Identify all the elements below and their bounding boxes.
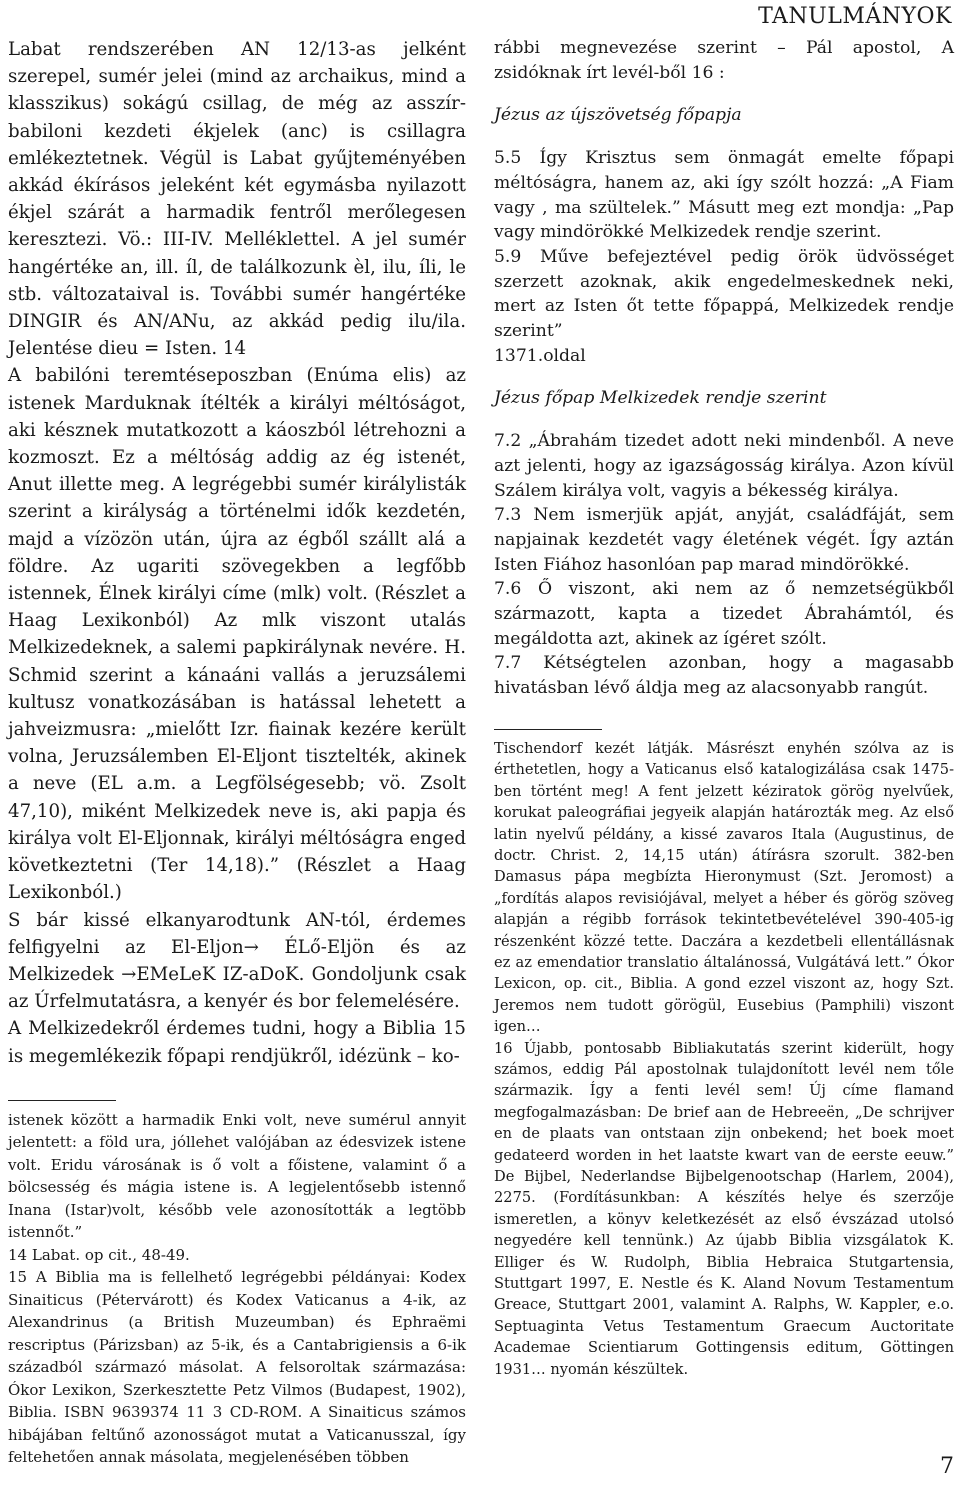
footnote: 15 A Biblia ma is fellelhető legrégebbi példányai: Kodex Sinaiticus (Pétervárott) és Kodex Vaticanus a 4-ik, az Alexandrinus (a British Muzeumban) és Ephraëmi rescriptus (Párizsban) az 5-ik, és a Cantabrigiensis a 6-ik századból származó másolat. A felsoroltak származása: Ókor Lexikon, Szerkesztette Petz Vilmos (Budapest, 1902), Biblia. ISBN 9639374 11 3 CD-ROM. A Sinaiticus számos hibájában feltűnő azonosságot mutat a Vaticanusszal, így feltehetően annak másolata, megjelenésében többen (8, 1268, 466, 1467)
body-paragraph: A Melkizedekről érdemes tudni, hogy a Biblia 15 is megemlékezik főpapi rendjükről, idézünk – ko- (8, 1018, 466, 1067)
section-heading: Jézus az újszövetség főpapja (494, 105, 742, 126)
verse: 7.7 Kétségtelen azonban, hogy a magasabb hivatásban lévő áldja meg az alacsonyabb rangút. (494, 653, 954, 699)
right-column (494, 36, 954, 1380)
verse: 7.3 Nem ismerjük apját, anyját, családfáját, sem napjainak kezdetét vagy életének végét. Így aztán Isten Fiához hasonlóan pap marad mindörökké. (494, 505, 954, 575)
footnote: Tischendorf kezét látják. Másrészt enyhén szólva az is érthetetlen, hogy a Vaticanus első katalogizálása csak 1475-ben történt meg! A fent jelzett kéziratok görög nyelvűek, korukat paleográfiai jegyeik alapján határozták meg. Az első latin nyelvű példány, a kissé zavaros Itala (Augustinus, de doctr. Christ. 2, 14,15 után) átírásra szorult. 382-ben Damasus pápa megbízta Hieronymust (Szt. Jeromost) a „fordítás alapos revisiójával, melyet a héber és görög szöveg alapján a régibb források tekintetbevételével 390-405-ig részenként közzé tette. Daczára a kezdetbeli ellentállásnak ez az emendatior translatio általánossá, Vulgátává lett.” Ókor Lexicon, op. cit., Biblia. A gond ezzel viszont az, hogy Szt. Jeremos nem tudott görögül, Eusebius (Pamphili) viszont igen… (494, 739, 954, 1036)
verse: 7.2 „Ábrahám tizedet adott neki mindenből. A neve azt jelenti, hogy az igazságosság királya. Azon kívül Szálem királya volt, vagyis a békesség királya. (494, 431, 954, 501)
section-header: TANULMÁNYOK (758, 4, 952, 29)
left-column (8, 36, 466, 1469)
verse: 5.9 Műve befejeztével pedig örök üdvösséget szerzett azoknak, akik engedelmeskednek neki, mert az Isten őt tette főpappá, Melkizedek rendje szerint” (494, 246, 954, 342)
footnote-divider (494, 729, 602, 730)
footnote: istenek között a harmadik Enki volt, neve sumérul annyit jelentett: a föld ura, jóllehet valójában az édesvizek istene volt. Eridu városának is ő volt a főistene, valamint ő a bölcsesség és mágia istene is. A legjelentősebb istennő Inana (Istar)volt, később vele azonosították a legtöbb istennőt.” (8, 1110, 466, 1242)
footnote: 16 Újabb, pontosabb Bibliakutatás szerint kiderült, hogy számos, eddig Pál apostolnak tulajdonított levél nem tőle származik. Így a fenti levél sem! Új címe flamand megfogalmazásban: De brief aan de Hebreeën, „De schrijver en de plaats van ontstaan zijn onbekend; het boek moet gedateerd worden in het laatste kwart van de eerste eeuw.” De Bijbel, Nederlandse Bijbelgenootschap (Harlem, 2004), 2275. (Fordításunkban: A készítés helye és szerzője ismeretlen, a könyv keletkezését az első évszázad utolsó negyedére kell tennünk.) Az újabb Biblia vizsgálatok K. Elliger és W. Rudolph, Biblia Hebraica Stutgartensia, Stuttgart 1997, E. Nestle és K. Aland Novum Testamentum Greace, Stuttgart 2001, valamint A. Ralphs, W. Kappler, e.o. Septuaginta Vetus Testamentum Graecum Auctoritate Academae Scientiarum Gottingensis editum, Göttingen 1931… nyomán készültek. (494, 1039, 954, 1378)
page-number: 7 (940, 1454, 954, 1479)
section-heading: Jézus főpap Melkizedek rendje szerint (494, 388, 827, 409)
body-paragraph: A babilóni teremtéseposzban (Enúma elis) az istenek Marduknak ítélték a királyi méltóságot, aki késznek mutatkozott a káoszból létrehozni a kozmoszt. Ez a méltóság addig az ég istenét, Anut illette meg. A legrégebbi sumér királylisták szerint a királyság a történelmi idők kezdetén, majd a vízözön után, újra az égből szállt alá a földre. Az ugariti szövegekben a legfőbb istennek, Élnek királyi címe (mlk) volt. (Részlet a Haag Lexikonból) Az mlk viszont utalás Melkizedeknek, a salemi papkirálynak nevére. H. Schmid szerint a kánaáni vallás a jeruzsálemi kultusz vonatkozásában is hatással lehetett a jahveizmusra: „mielőtt Izr. fiainak kezére került volna, Jeruzsálemben El-Eljont tisztelték, akinek a neve (EL a.m. a Legfölségesebb; vö. Zsolt 47,10), miként Melkizedek neve is, aki papja és királya volt El-Eljonnak, királyi méltóságra enged következtetni (Ter 14,18).” (Részlet a Haag Lexikonból.) (8, 365, 466, 904)
body-paragraph: Labat rendszerében AN 12/13-as jelként szerepel, sumér jelei (mind az archaikus, mind a klasszikus) sokágú csillag, de még az asszír-babiloni kezdeti ékjelek (anc) is csillagra emlékeztetnek. Végül is Labat gyűjteményében akkád ékírásos jeleként két egymásba nyilazott ékjel szárát a harmadik fentről merőlegesen keresztezi. Vö.: III-IV. Melléklettel. A jel sumér hangértéke an, ill. íl, de találkozunk èl, ilu, íli, le stb. változataival is. További sumér hangértéke DINGIR és AN/ANu, az akkád pedig ilu/ila. Jelentése dieu = Isten. 14 (8, 39, 466, 360)
left-body-text (8, 36, 466, 1070)
body-paragraph: rábbi megnevezése szerint – Pál apostol, A zsidóknak írt levél-ből 16 : (494, 38, 954, 83)
body-paragraph: S bár kissé elkanyarodtunk AN-tól, érdemes felfigyelni az El-Eljon→ ÉLő-Eljön és az Melkizedek →EMeLeK IZ-aDoK. Gondoljunk csak az Úrfelmutatásra, a kenyér és bor felemelésére. (8, 909, 466, 1013)
verse: 5.5 Így Krisztus sem önmagát emelte főpapi méltóságra, hanem az, aki így szólt hozzá: „A Fiam vagy , ma szültelek.” Másutt meg ezt mondja: „Pap vagy mindörökké Melkizedek rendje szerint. (494, 148, 954, 243)
page-reference: 1371.oldal (494, 345, 586, 366)
right-body-text (494, 36, 954, 701)
left-footnotes (8, 1109, 466, 1469)
footnote-divider (8, 1100, 116, 1101)
footnote: 14 Labat. op cit., 48-49. (8, 1245, 190, 1264)
right-footnotes (494, 738, 954, 1380)
verse: 7.6 Ő viszont, aki nem az ő nemzetségükből származott, kapta a tizedet Ábrahámtól, és megáldotta azt, akinek az ígéret szólt. (494, 579, 954, 649)
